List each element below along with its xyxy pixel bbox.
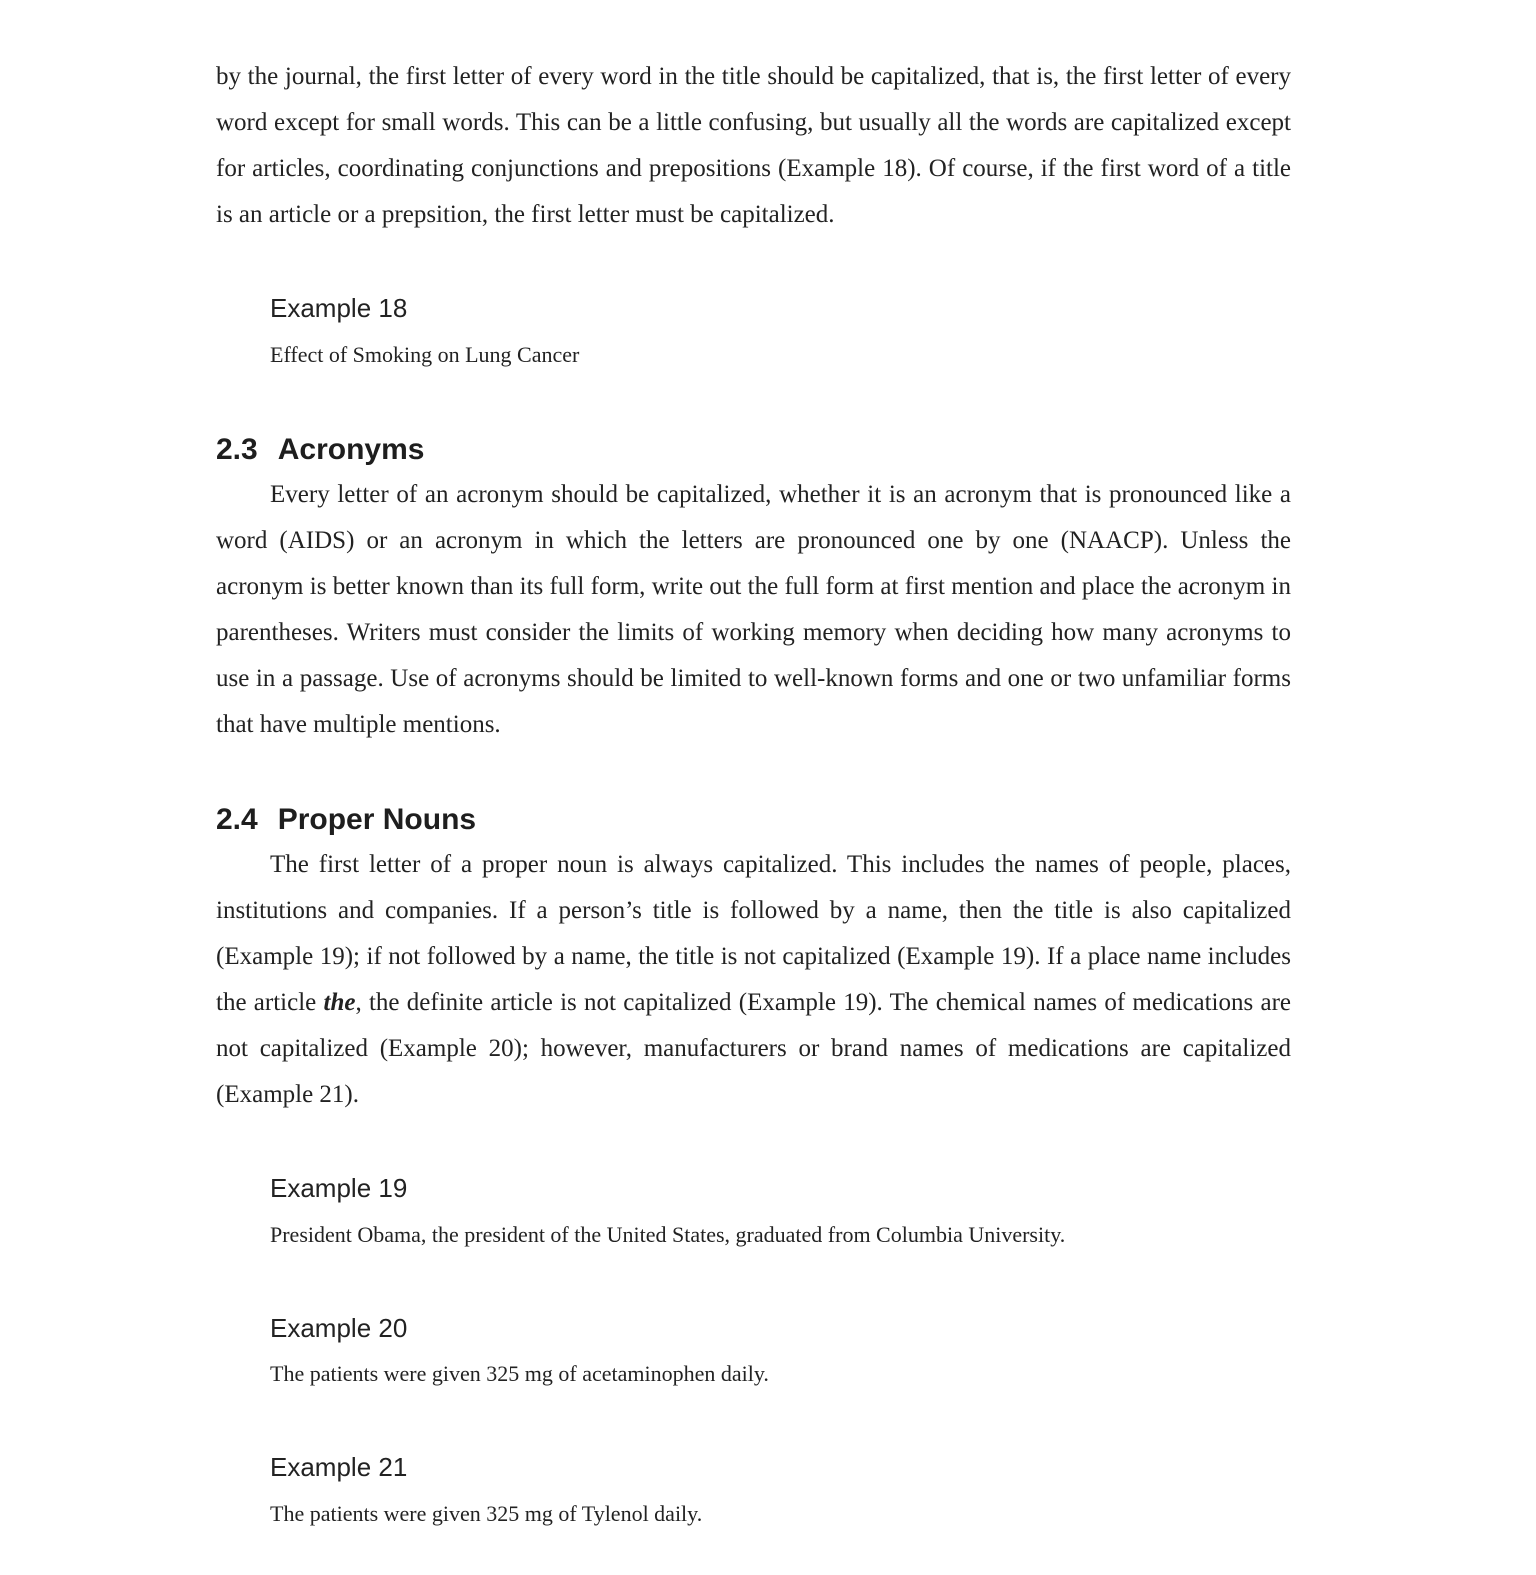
section-heading-acronyms (216, 432, 424, 468)
example-21-text: The patients were given 325 mg of Tylenol daily. (270, 1501, 703, 1526)
section-number: 2.4 (216, 803, 258, 836)
paragraph-text: , the definite article is not capitalized (Example 19). The chemical names of medications are not capitalized (Example 20); however, manufacturers or brand names of medications are capitalized (Example 21). (216, 989, 1291, 1108)
example-18-text: Effect of Smoking on Lung Cancer (270, 342, 580, 367)
example-19-text: President Obama, the president of the United States, graduated from Columbia University. (270, 1222, 1066, 1247)
example-21-label: Example 21 (270, 1452, 408, 1482)
example-19-label: Example 19 (270, 1173, 408, 1203)
section-title: Proper Nouns (277, 803, 477, 836)
example-18-label: Example 18 (270, 293, 408, 323)
section-title: Acronyms (277, 433, 425, 466)
paragraph-text: The first letter of a proper noun is always capitalized. This includes the names of people, places, institutions and companies. If a person’s title is followed by a name, then the title is also capitalized (Example 19); if not followed by a name, the title is not capitalized (Example 19). If a place name includes the article (216, 851, 1291, 1016)
example-20-label: Example 20 (270, 1313, 408, 1343)
acronyms-paragraph: Every letter of an acronym should be capitalized, whether it is an acronym that is pronounced like a word (AIDS) or an acronym in which the letters are pronounced one by one (NAACP). Unless the acronym is better known than its full form, write out the full form at first mention and place the acronym in parentheses. Writers must consider the limits of working memory when deciding how many acronyms to use in a passage. Use of acronyms should be limited to well-known forms and one or two unfamiliar forms that have multiple mentions. (216, 481, 1291, 738)
intro-paragraph: by the journal, the first letter of every word in the title should be capitalized, that is, the first letter of every word except for small words. This can be a little confusing, but usually all the words are capitalized except for articles, coordinating conjunctions and prepositions (Example 18). Of course, if the first word of a title is an article or a prepsition, the first letter must be capitalized. (216, 63, 1291, 228)
section-heading-proper-nouns (216, 802, 476, 838)
section-number: 2.3 (216, 433, 258, 466)
emphasized-article: the (323, 989, 356, 1016)
example-20-text: The patients were given 325 mg of acetaminophen daily. (270, 1361, 769, 1386)
proper-nouns-paragraph (216, 842, 1291, 1118)
